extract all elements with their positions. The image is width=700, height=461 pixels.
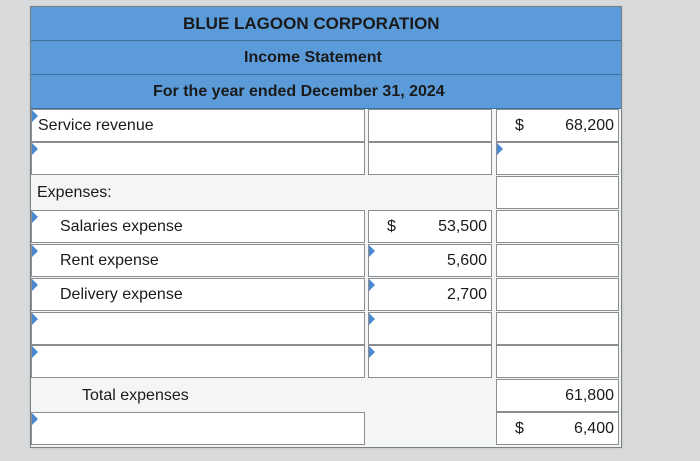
dollar-sign: $ (515, 419, 524, 437)
service-revenue-amount: 68,200 (565, 116, 614, 134)
table-row-empty-3 (31, 345, 621, 378)
label-cell[interactable] (31, 109, 365, 142)
dollar-sign: $ (515, 116, 524, 134)
amount-input-col2[interactable] (496, 379, 619, 412)
label-cell (31, 379, 365, 412)
rent-amount: 5,600 (446, 251, 487, 269)
amount-input-col2[interactable] (496, 278, 619, 311)
label-input[interactable] (31, 412, 365, 445)
expenses-heading: Expenses: (37, 183, 112, 201)
amount-input-col2[interactable] (496, 176, 619, 209)
statement-title-header (31, 41, 621, 75)
row-marker-icon (32, 346, 38, 358)
amount-input-col1[interactable] (368, 109, 492, 142)
statement-title: Income Statement (244, 48, 382, 66)
statement-period: For the year ended December 31, 2024 (153, 82, 445, 100)
salaries-amount: 53,500 (438, 217, 487, 235)
row-marker-icon (369, 279, 375, 291)
table-row-salaries (31, 210, 621, 243)
amount-input-col1[interactable] (368, 244, 492, 277)
dollar-sign: $ (387, 217, 396, 235)
amount-input-col1[interactable] (368, 142, 492, 175)
amount-input-col1[interactable] (368, 312, 492, 345)
blank-cell (368, 379, 492, 412)
label-cell[interactable] (31, 210, 365, 243)
amount-input-col2[interactable] (496, 142, 619, 175)
company-name: BLUE LAGOON CORPORATION (183, 13, 440, 33)
table-row-delivery (31, 278, 621, 311)
amount-input-col2[interactable] (496, 412, 619, 445)
blank-cell (368, 412, 492, 445)
amount-input-col2[interactable] (496, 210, 619, 243)
service-revenue-label: Service revenue (38, 116, 154, 134)
row-marker-icon (369, 245, 375, 257)
row-marker-icon (497, 143, 503, 155)
table-row-expenses-heading (31, 176, 621, 209)
table-row-service-revenue (31, 109, 621, 142)
amount-input-col1[interactable] (368, 345, 492, 378)
total-expenses-label: Total expenses (82, 386, 189, 404)
salaries-label: Salaries expense (60, 217, 183, 235)
delivery-label: Delivery expense (60, 285, 183, 303)
amount-input-col2[interactable] (496, 109, 619, 142)
rent-label: Rent expense (60, 251, 159, 269)
delivery-amount: 2,700 (446, 285, 487, 303)
label-input[interactable] (31, 142, 365, 175)
row-marker-icon (32, 313, 38, 325)
row-marker-icon (32, 413, 38, 425)
table-row-empty-1 (31, 142, 621, 175)
total-expenses-amount: 61,800 (565, 386, 614, 404)
row-marker-icon (369, 346, 375, 358)
row-marker-icon (32, 211, 38, 223)
table-row-rent (31, 244, 621, 277)
row-marker-icon (369, 313, 375, 325)
row-marker-icon (32, 245, 38, 257)
row-marker-icon (32, 279, 38, 291)
row-marker-icon (32, 110, 38, 122)
blank-cell (368, 176, 492, 209)
table-row-total-expenses (31, 379, 621, 412)
company-name-header (31, 7, 621, 41)
amount-input-col1[interactable] (368, 210, 492, 243)
income-statement-worksheet (30, 6, 622, 448)
amount-input-col1[interactable] (368, 278, 492, 311)
amount-input-col2[interactable] (496, 312, 619, 345)
label-cell[interactable] (31, 278, 365, 311)
statement-period-header (31, 75, 621, 109)
label-cell[interactable] (31, 244, 365, 277)
label-input[interactable] (31, 345, 365, 378)
table-row-empty-2 (31, 312, 621, 345)
table-row-net-income (31, 412, 621, 445)
label-input[interactable] (31, 312, 365, 345)
label-cell (31, 176, 365, 209)
amount-input-col2[interactable] (496, 244, 619, 277)
amount-input-col2[interactable] (496, 345, 619, 378)
row-marker-icon (32, 143, 38, 155)
net-income-amount: 6,400 (573, 419, 614, 437)
